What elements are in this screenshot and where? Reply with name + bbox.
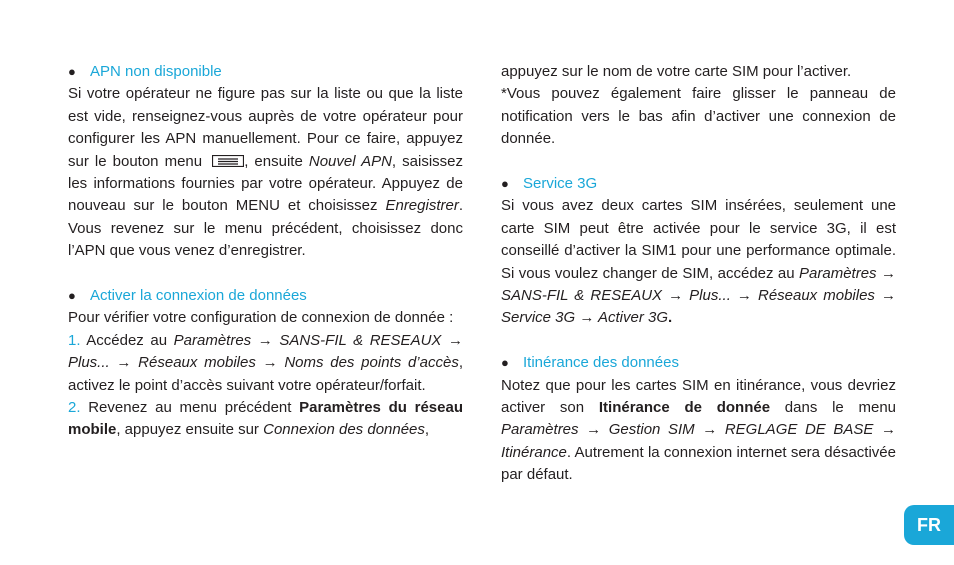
bullet: ● [68, 64, 76, 79]
continued-line: appuyez sur le nom de votre carte SIM pour l’activer. [501, 63, 852, 80]
apn-paragraph: Si votre opérateur ne figure pas sur la liste ou que la liste est vide, renseignez-vous auprès de votre opérateur pour configurer les APN manuellement. Pour ce faire, appuyez sur le bouton menu , ensuite Nouvel APN, saisissez les informations fournies par votre opérateur. Appuyez de nouveau sur le bouton MENU et choisissez Enregistrer. Vous revenez sur le menu précédent, choisissez donc l’APN que vous venez d’enregistrer. [68, 85, 464, 260]
roaming-paragraph: Notez que pour les cartes SIM en itinérance, vous devriez activer son Itinérance de donnée dans le menu Paramètres → Gestion SIM → REGLAGE DE BASE → Itinérance. Autrement la connexion internet sera désactivée par défaut. [501, 376, 896, 484]
roaming-heading [501, 352, 896, 374]
step-2: 2. Revenez au menu précédent Paramètres du réseau mobile, appuyez ensuite sur Connexion des données, [68, 399, 463, 439]
data-heading [68, 285, 463, 307]
3g-paragraph: Si vous avez deux cartes SIM insérées, seulement une carte SIM peut être activée pour le service 3G, il est conseillé d’activer la SIM1 pour une performance optimale. Si vous voulez changer de SIM, accédez au Paramètres → SANS-FIL & RESEAUX → Plus... → Réseaux mobiles → Service 3G → Activer 3G. [501, 197, 896, 327]
bullet: ● [501, 176, 509, 192]
data-title: Activer la connexion de données [90, 287, 307, 305]
3g-heading [501, 173, 896, 195]
apn-title: APN non disponible [90, 63, 222, 80]
roaming-title: Itinérance des données [523, 354, 679, 372]
language-tab-fr: FR [904, 505, 954, 545]
left-column [68, 61, 463, 442]
step-1: 1. Accédez au Paramètres → SANS-FIL & RESEAUX → Plus... → Réseaux mobiles → Noms des points d’accès, activez le point d’accès suivant votre opérateur/forfait. [68, 331, 463, 394]
right-column [501, 61, 896, 487]
apn-heading [68, 61, 463, 83]
3g-title: Service 3G [523, 175, 598, 193]
note-paragraph: *Vous pouvez également faire glisser le panneau de notification vers le bas afin d’activer une connexion de donnée. [501, 85, 896, 148]
data-intro: Pour vérifier votre configuration de connexion de donnée : [68, 309, 454, 327]
bullet: ● [68, 288, 76, 304]
menu-icon [212, 155, 244, 167]
bullet: ● [501, 355, 509, 371]
